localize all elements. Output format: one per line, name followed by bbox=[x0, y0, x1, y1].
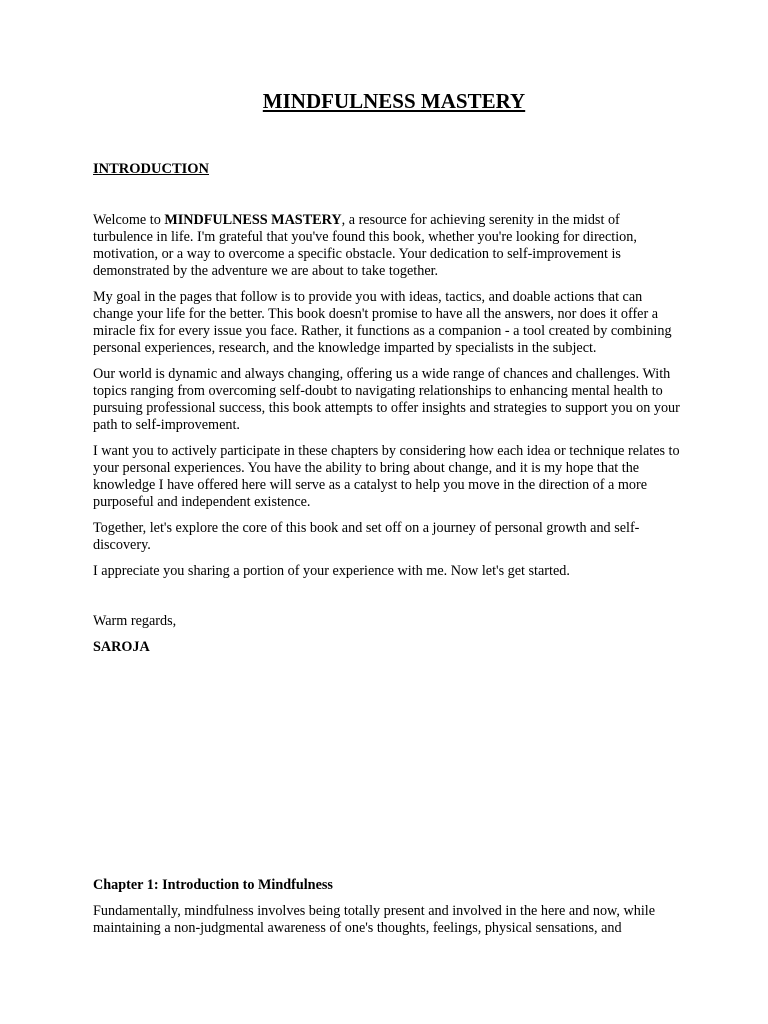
intro-paragraph-5: Together, let's explore the core of this book and set off on a journey of personal growth and self-discovery. bbox=[93, 520, 640, 553]
closing-line: Warm regards, bbox=[93, 613, 177, 629]
intro-paragraph-1 bbox=[93, 212, 683, 280]
introduction-body bbox=[93, 212, 683, 589]
chapter-body bbox=[93, 903, 683, 946]
intro-paragraph-3: Our world is dynamic and always changing, offering us a wide range of chances and challenges. With topics ranging from overcoming self-doubt to navigating relationships to enhancing mental health to pursuing professional success, this book attempts to offer insights and strategies to support you on your path to self-improvement. bbox=[93, 366, 680, 433]
intro-paragraph-1-rest: , a resource for achieving serenity in the midst of turbulence in life. I'm grateful that you've found this book, whether you're looking for direction, motivation, or a way to overcome a specific obstacle. Your dedication to self-improvement is demonstrated by the adventure we are about to take together. bbox=[93, 212, 637, 279]
intro-paragraph-1-prefix: Welcome to bbox=[93, 212, 165, 228]
chapter-paragraph-1: Fundamentally, mindfulness involves being totally present and involved in the here and now, while maintaining a non-judgmental awareness of one's thoughts, feelings, physical sensations, and bbox=[93, 903, 655, 936]
book-title-inline: MINDFULNESS MASTERY bbox=[164, 212, 342, 228]
section-heading-introduction: INTRODUCTION bbox=[93, 161, 210, 177]
intro-paragraph-2: My goal in the pages that follow is to provide you with ideas, tactics, and doable actions that can change your life for the better. This book doesn't promise to have all the answers, nor does it offer a miracle fix for every issue you face. Rather, it functions as a companion - a tool created by combining personal experiences, research, and the knowledge imparted by specialists in the subject. bbox=[93, 289, 672, 356]
chapter-heading: Chapter 1: Introduction to Mindfulness bbox=[93, 877, 333, 893]
intro-paragraph-6: I appreciate you sharing a portion of your experience with me. Now let's get started. bbox=[93, 563, 570, 579]
intro-paragraph-4: I want you to actively participate in these chapters by considering how each idea or technique relates to your personal experiences. You have the ability to bring about change, and it is my hope that the knowledge I have offered here will serve as a catalyst to help you move in the direction of a more purposeful and independent existence. bbox=[93, 443, 680, 510]
document-title: MINDFULNESS MASTERY bbox=[262, 89, 526, 113]
author-signature: SAROJA bbox=[93, 639, 150, 655]
